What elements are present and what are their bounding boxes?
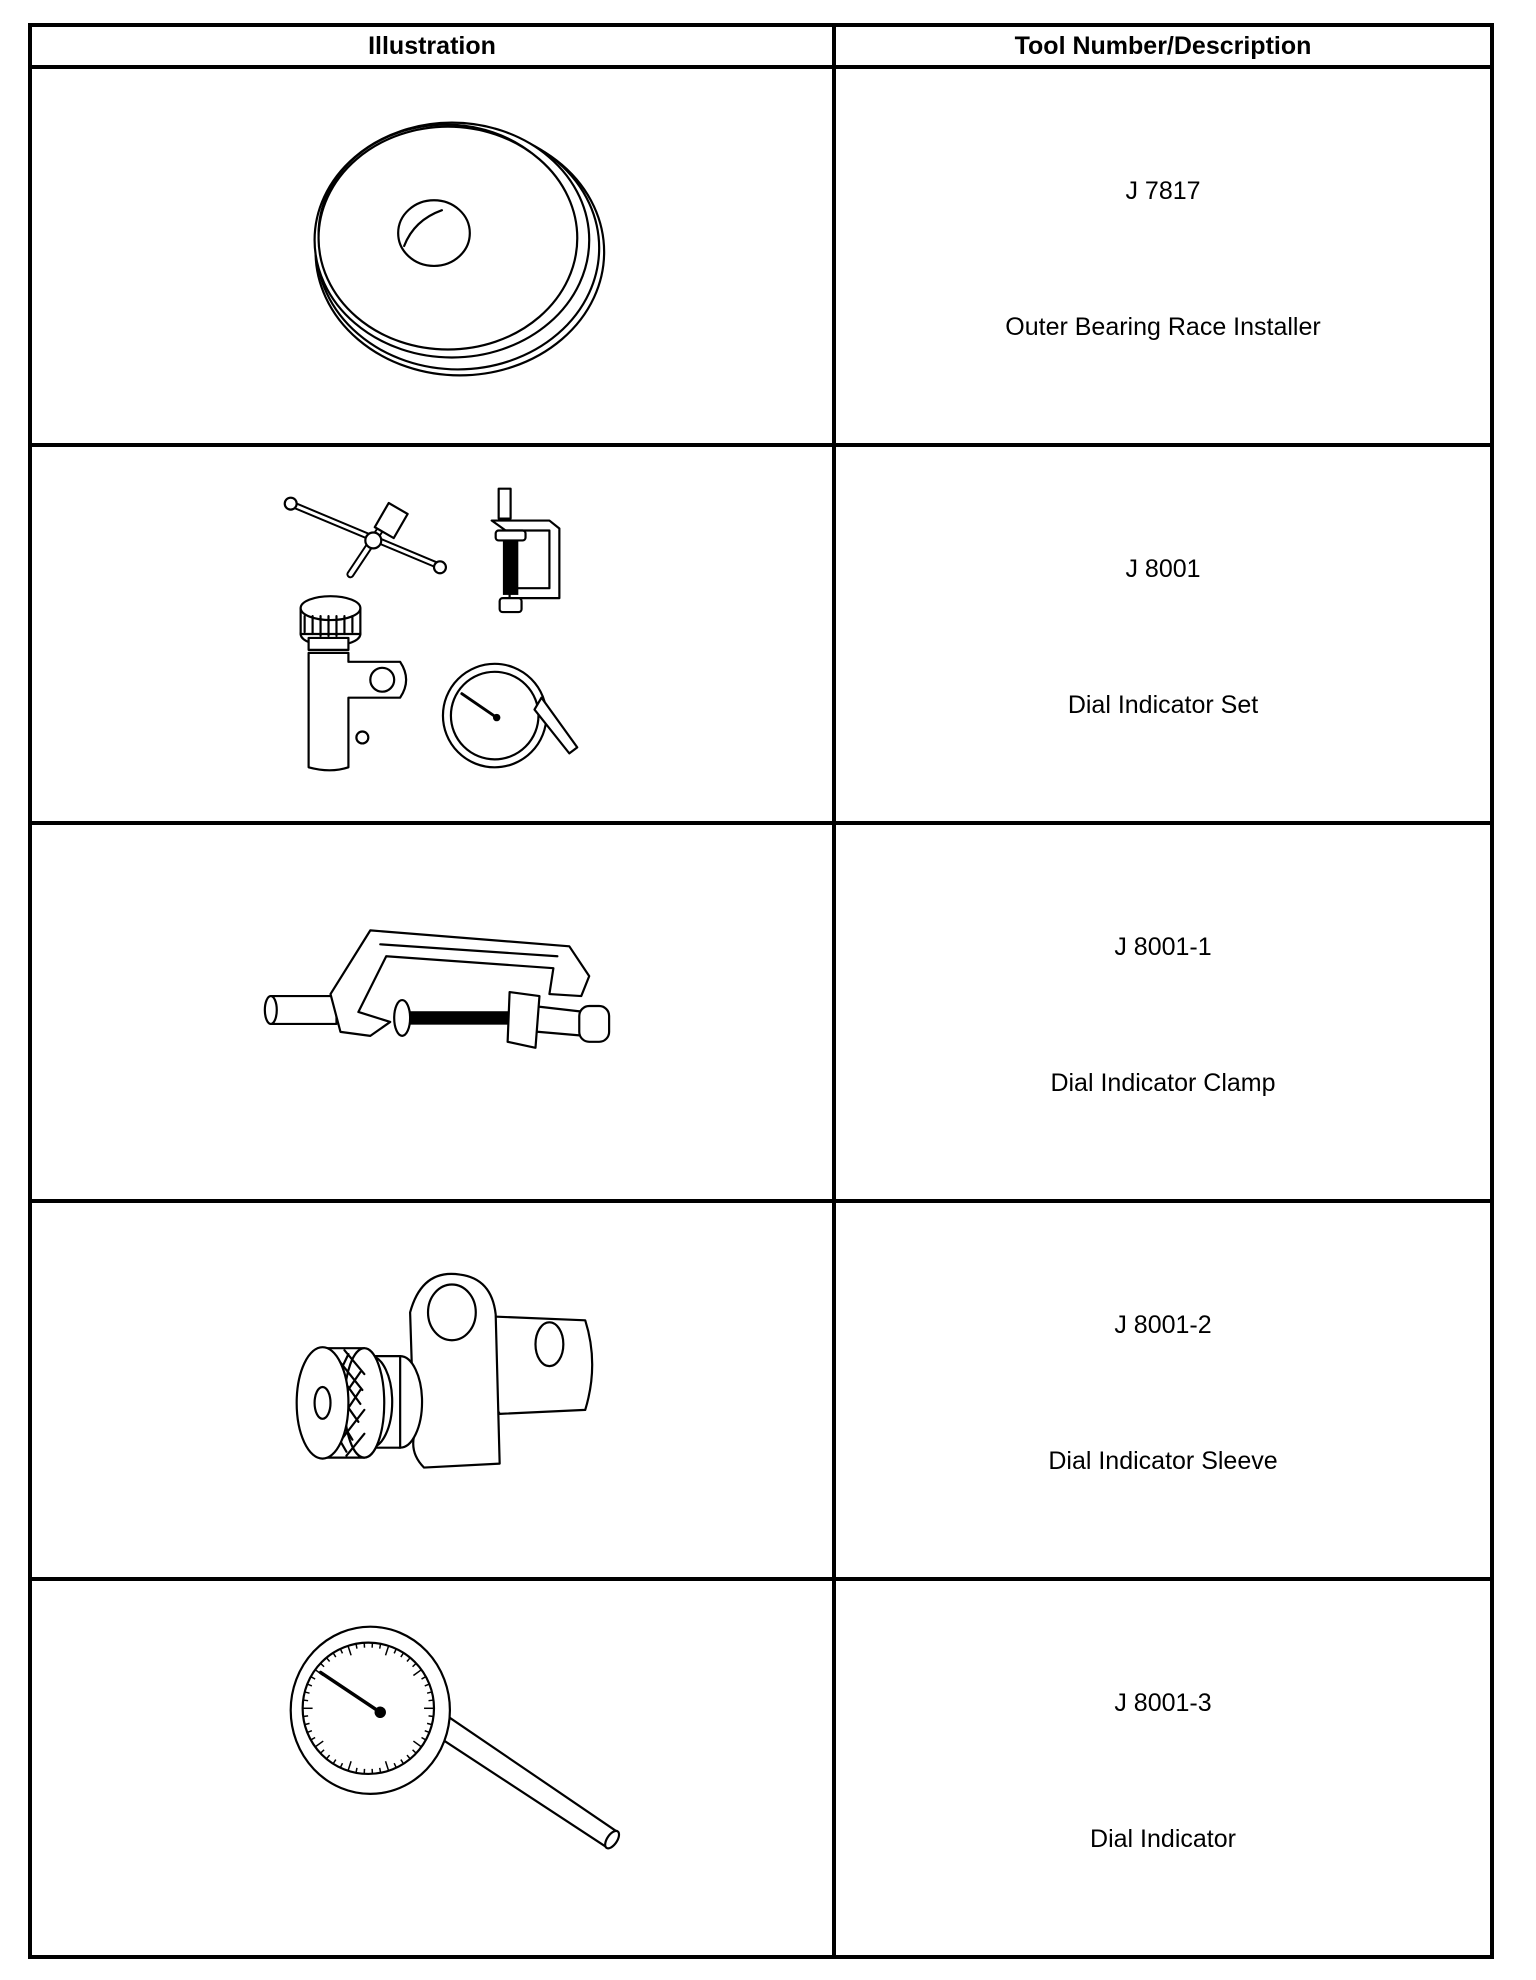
dial-indicator-sleeve-icon — [32, 1203, 832, 1577]
tool-description: Dial Indicator Set — [1067, 691, 1259, 720]
table-row — [30, 445, 1492, 823]
illustration-cell — [30, 1579, 834, 1957]
tool-cell — [834, 445, 1492, 823]
tool-cell — [834, 67, 1492, 445]
illustration-cell — [30, 67, 834, 445]
table-row — [30, 823, 1492, 1201]
tool-cell — [834, 823, 1492, 1201]
tool-cell — [834, 1201, 1492, 1579]
dial-indicator-icon — [32, 1581, 832, 1955]
dial-indicator-clamp-icon — [32, 825, 832, 1199]
tool-description: Dial Indicator — [1090, 1825, 1236, 1854]
tool-number: J 8001-2 — [1114, 1311, 1212, 1340]
illustration-cell — [30, 823, 834, 1201]
bearing-race-installer-icon — [32, 69, 832, 443]
tool-description: Dial Indicator Sleeve — [1048, 1447, 1278, 1476]
tool-number: J 8001-1 — [1114, 933, 1212, 962]
tool-description: Outer Bearing Race Installer — [1005, 313, 1321, 342]
header-illustration: Illustration — [30, 25, 834, 67]
header-tool-number-description: Tool Number/Description — [834, 25, 1492, 67]
illustration-cell — [30, 445, 834, 823]
illustration-cell — [30, 1201, 834, 1579]
table-row — [30, 1579, 1492, 1957]
table-row — [30, 67, 1492, 445]
dial-indicator-set-icon — [32, 447, 832, 821]
table-row — [30, 1201, 1492, 1579]
tool-cell — [834, 1579, 1492, 1957]
special-tools-table — [28, 23, 1494, 1959]
tool-description: Dial Indicator Clamp — [1050, 1069, 1276, 1098]
tool-number: J 8001-3 — [1114, 1689, 1212, 1718]
tool-number: J 8001 — [1125, 555, 1201, 584]
tool-number: J 7817 — [1125, 177, 1201, 206]
table-header-row — [30, 25, 1492, 67]
